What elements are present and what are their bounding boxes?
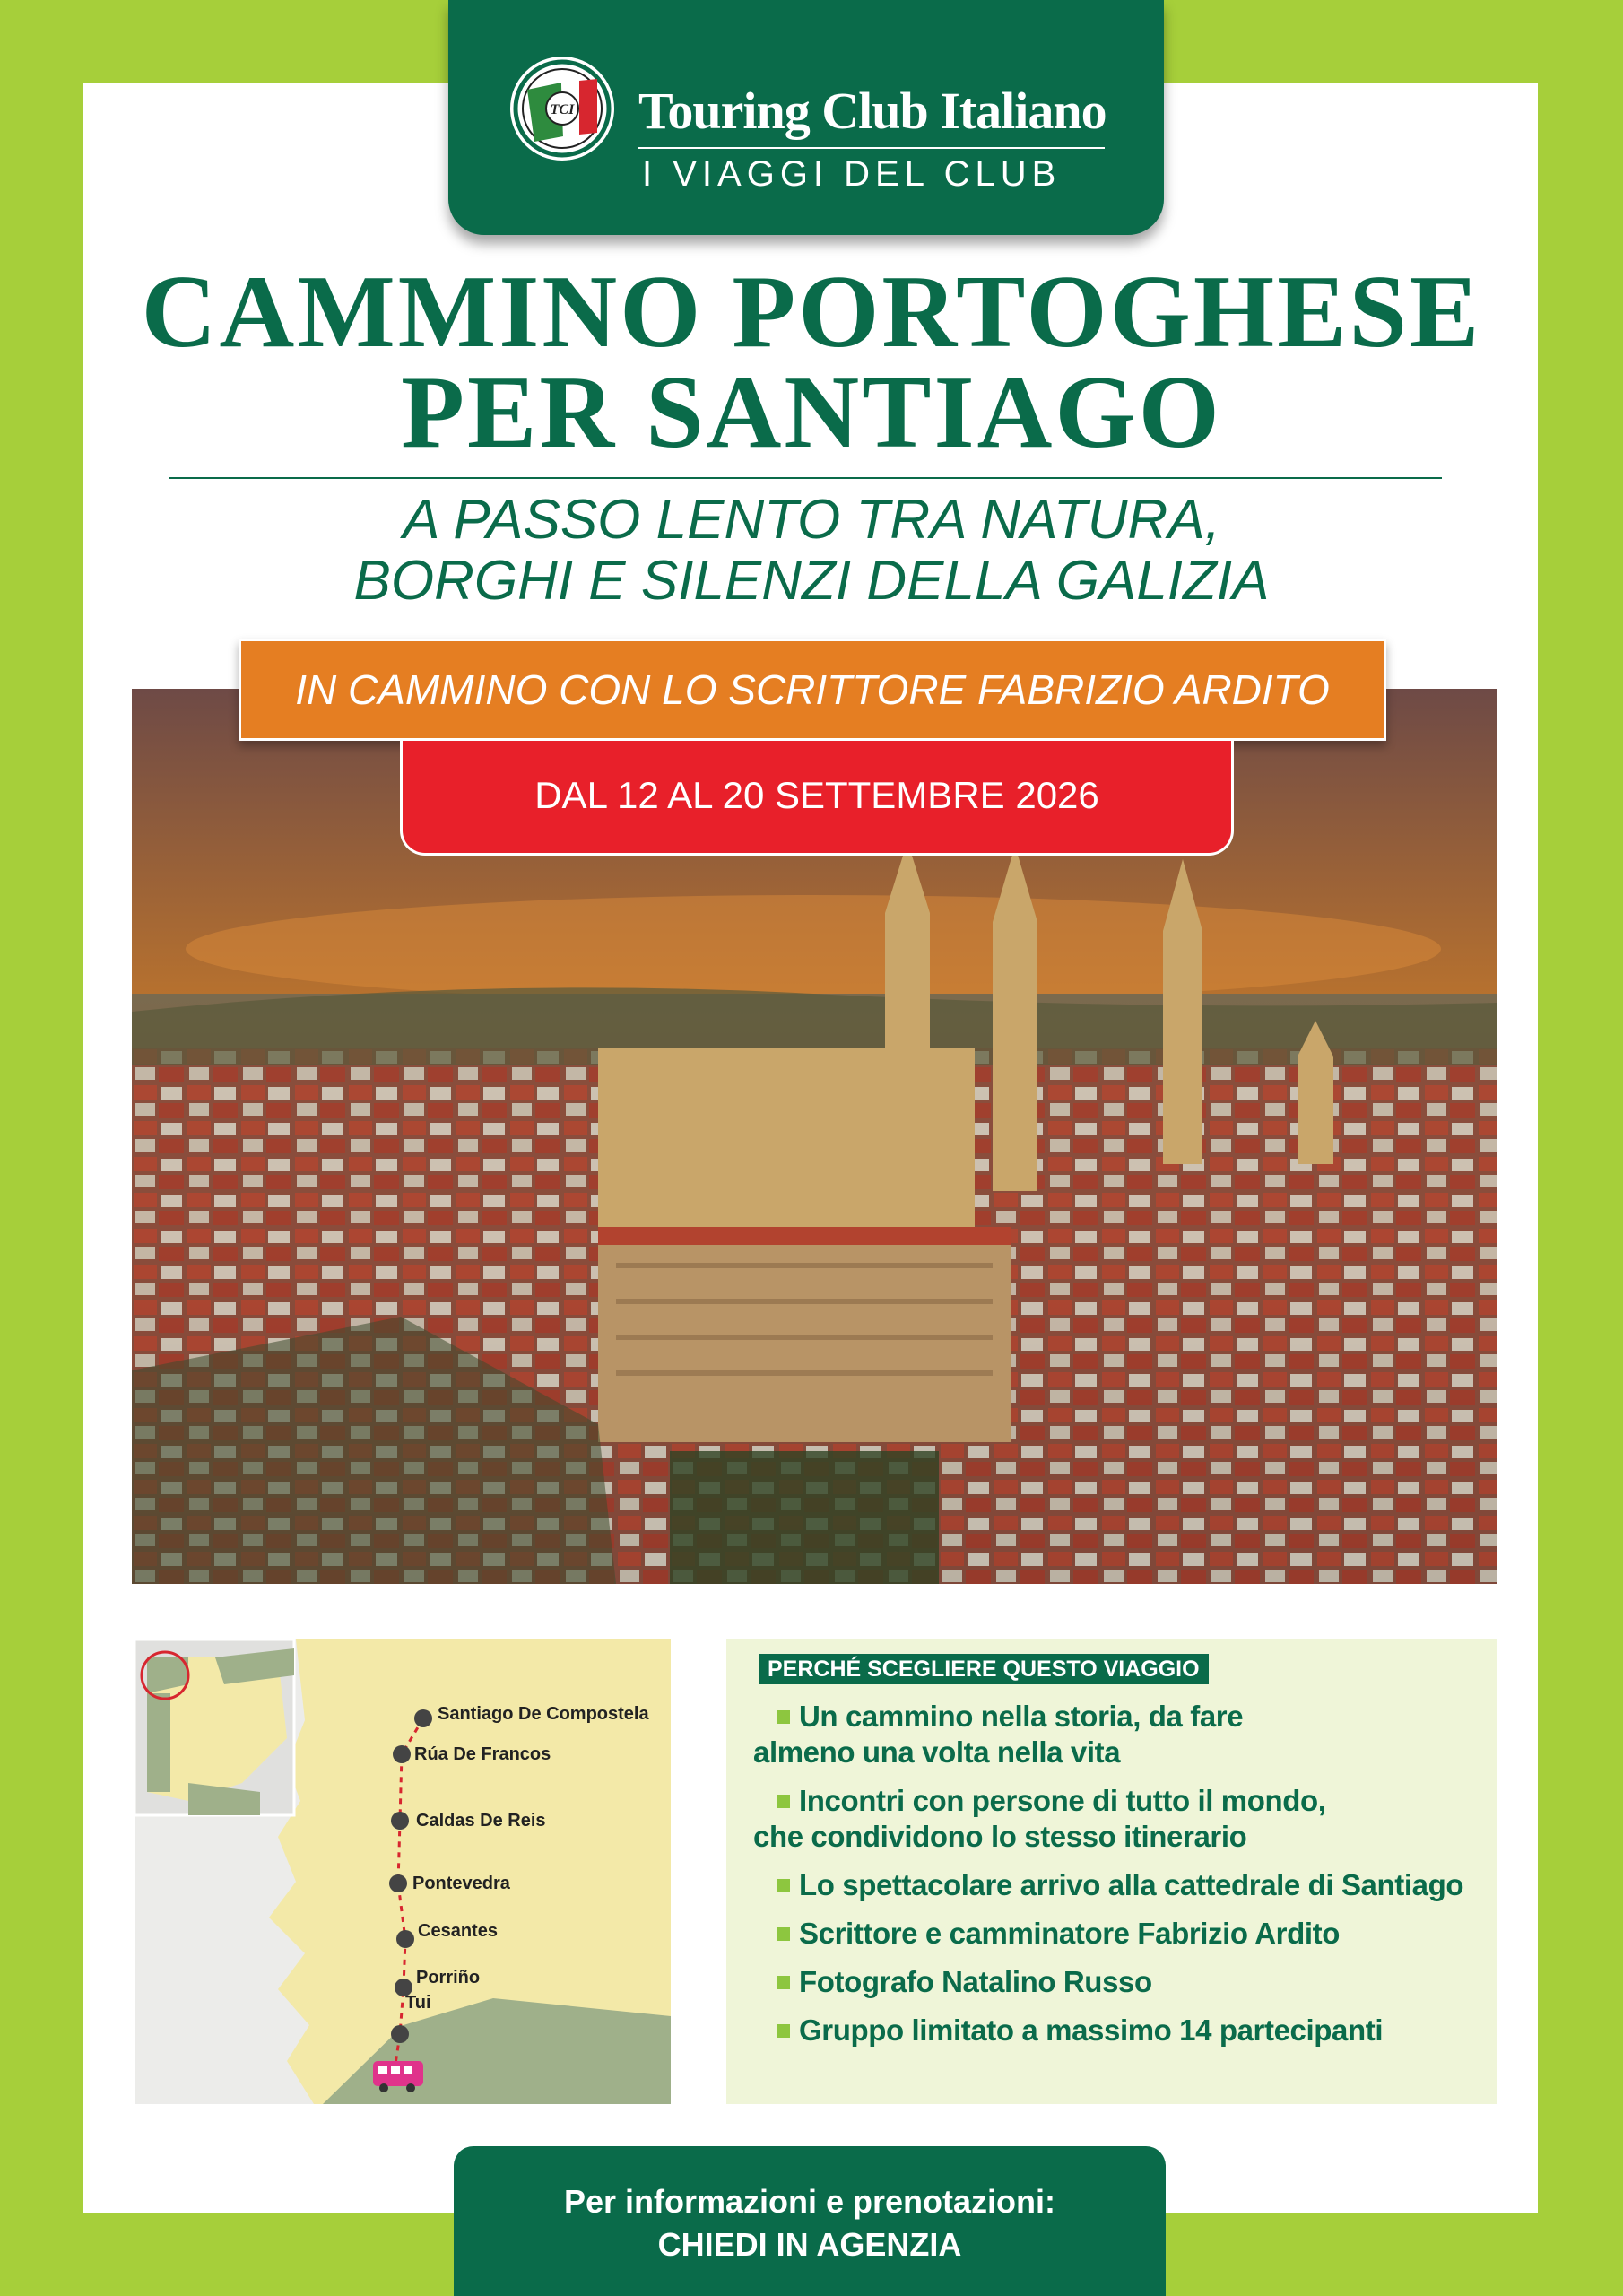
contact-footer xyxy=(454,2146,1166,2296)
logo-text: TCI xyxy=(550,102,575,117)
map-stop-cesantes: Cesantes xyxy=(418,1921,498,1941)
reason-item-5: Fotografo Natalino Russo xyxy=(777,1964,1485,2000)
brand-subtitle: I VIAGGI DEL CLUB xyxy=(642,154,1062,194)
author-banner: IN CAMMINO CON LO SCRITTORE FABRIZIO ARDITO xyxy=(239,639,1386,741)
title-line-1: CAMMINO PORTOGHESE xyxy=(141,255,1482,370)
bullet-square-icon xyxy=(777,1927,790,1941)
map-stop-caldas-de-reis: Caldas De Reis xyxy=(416,1811,546,1831)
reason-item-2: Incontri con persone di tutto il mondo, che condividono lo stesso itinerario xyxy=(753,1784,1326,1853)
title-line-2: PER SANTIAGO xyxy=(401,355,1222,470)
map-stop-pontevedra: Pontevedra xyxy=(412,1874,510,1893)
reason-item-3: Lo spettacolare arrivo alla cattedrale di Santiago xyxy=(777,1867,1485,1903)
subtitle-line-2: BORGHI E SILENZI DELLA GALIZIA xyxy=(353,550,1270,612)
bullet-square-icon xyxy=(777,1795,790,1808)
route-map xyxy=(135,1639,671,2104)
bullet-square-icon xyxy=(777,1710,790,1724)
page-title xyxy=(0,255,1623,470)
bullet-square-icon xyxy=(777,1976,790,1989)
subtitle xyxy=(0,490,1623,612)
bullet-square-icon xyxy=(777,1879,790,1892)
reason-item-1: Un cammino nella storia, da fare almeno una volta nella vita xyxy=(753,1700,1244,1769)
subtitle-line-1: A PASSO LENTO TRA NATURA, xyxy=(403,489,1220,551)
reasons-box xyxy=(726,1639,1497,2104)
footer-line-2: CHIEDI IN AGENZIA xyxy=(657,2226,962,2263)
title-divider xyxy=(169,477,1442,479)
dates-banner: DAL 12 AL 20 SETTEMBRE 2026 xyxy=(400,741,1234,856)
brand-divider xyxy=(638,147,1105,149)
reason-item-4: Scrittore e camminatore Fabrizio Ardito xyxy=(777,1916,1485,1952)
reason-item-6: Gruppo limitato a massimo 14 partecipanti xyxy=(777,2013,1485,2048)
map-stop-porrino: Porriño xyxy=(416,1968,481,1987)
map-stop-santiago: Santiago De Compostela xyxy=(438,1704,649,1724)
footer-line-1: Per informazioni e prenotazioni: xyxy=(563,2183,1056,2220)
tci-logo xyxy=(508,54,617,163)
map-stop-rua-de-francos: Rúa De Francos xyxy=(414,1744,551,1764)
reasons-header: PERCHÉ SCEGLIERE QUESTO VIAGGIO xyxy=(759,1654,1209,1684)
bullet-square-icon xyxy=(777,2024,790,2038)
brand-name: Touring Club Italiano xyxy=(638,82,1107,140)
map-stop-tui: Tui xyxy=(405,1993,431,2013)
